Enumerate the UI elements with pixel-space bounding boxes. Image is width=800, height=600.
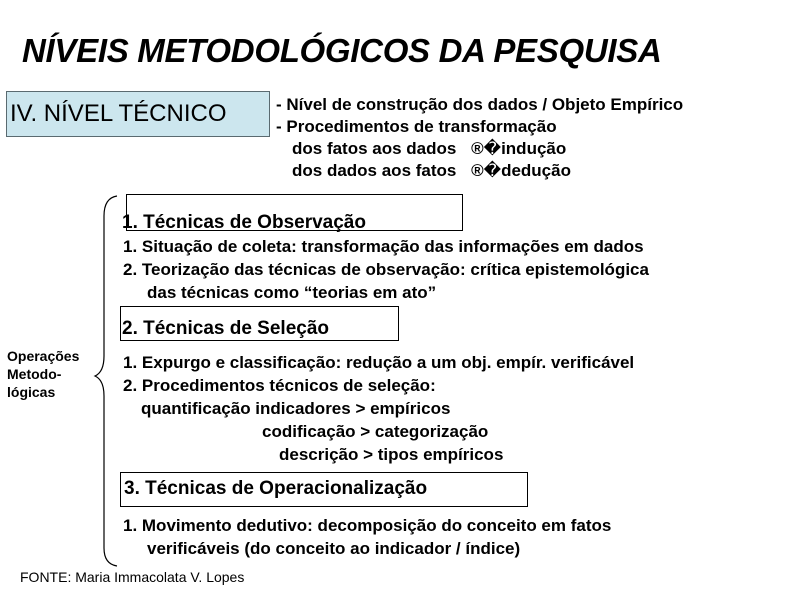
section-2-header: 2. Técnicas de Seleção [122,318,330,339]
source-credit: FONTE: Maria Immacolata V. Lopes [20,569,245,585]
section-1-header: 1. Técnicas de Observação [122,212,366,233]
section-1-item-2: 2. Teorização das técnicas de observação: crítica epistemológica [123,260,649,279]
intro-line-3-term: indução [501,139,567,158]
section-2-item-4: codificação > categorização [262,422,489,441]
intro-line-1: - Nível de construção dos dados / Objeto Empírico [276,95,684,114]
section-2-item-1: 1. Expurgo e classificação: redução a um obj. empír. verificável [123,353,635,372]
operations-label-line-1: Operações [7,348,80,364]
section-1-item-2-cont: das técnicas como “teorias em ato” [147,283,437,302]
intro-line-4-term: dedução [501,161,571,180]
intro-line-4-text: dos dados aos fatos [292,161,457,180]
arrow-glyph: ® [471,139,484,158]
arrow-glyph: ® [471,161,484,180]
section-2-item-2: 2. Procedimentos técnicos de seleção: [123,376,436,395]
section-2-item-5: descrição > tipos empíricos [279,445,504,464]
operations-label-line-2: Metodo- [7,366,62,382]
section-3-item-1-cont: verificáveis (do conceito ao indicador / índice) [147,539,521,558]
intro-line-2: - Procedimentos de transformação [276,117,557,136]
level-box: IV. NÍVEL TÉCNICO [6,91,270,137]
page-title: NÍVEIS METODOLÓGICOS DA PESQUISA [22,32,662,69]
section-3-header: 3. Técnicas de Operacionalização [124,478,428,499]
section-1-item-1: 1. Situação de coleta: transformação das informações em dados [123,237,644,256]
intro-line-3: dos fatos aos dados ®�indução [292,139,567,158]
section-3-item-1: 1. Movimento dedutivo: decomposição do conceito em fatos [123,516,612,535]
intro-line-3-text: dos fatos aos dados [292,139,457,158]
section-2-item-3: quantificação indicadores > empíricos [141,399,451,418]
operations-label-line-3: lógicas [7,384,56,400]
operations-label [7,347,79,401]
intro-line-4: dos dados aos fatos ®�dedução [292,161,571,180]
